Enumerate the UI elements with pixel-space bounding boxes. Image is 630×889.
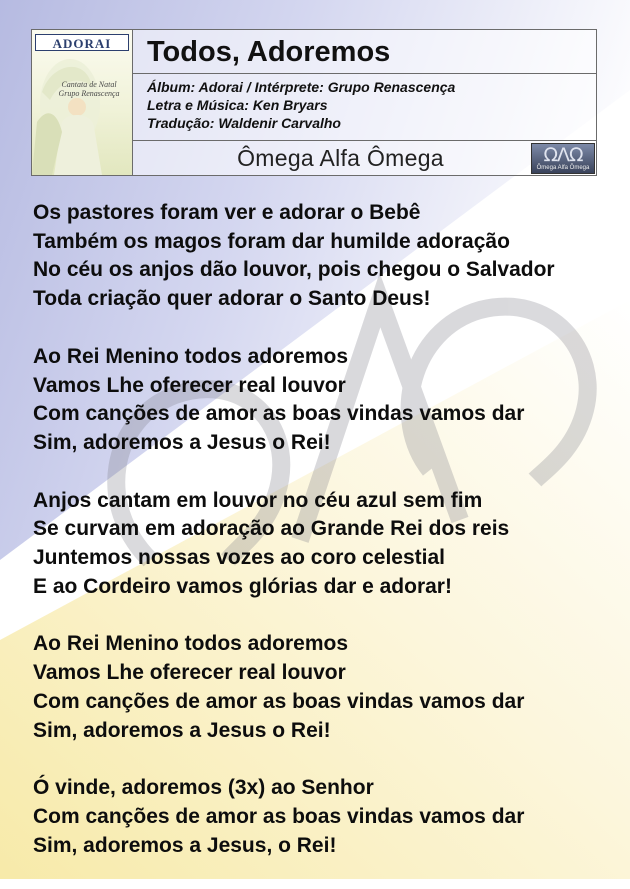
logo-symbol: ΩΛΩ: [543, 144, 583, 166]
lyric-line: Com canções de amor as boas vindas vamos dar: [33, 689, 525, 713]
album-cover-subtitle: [52, 80, 126, 98]
chorus-1: [33, 343, 613, 458]
lyric-line: E ao Cordeiro vamos glórias dar e adorar!: [33, 574, 452, 598]
lyric-line: Juntemos nossas vozes ao coro celestial: [33, 546, 446, 570]
lyric-line: Também os magos foram dar humilde adoração: [33, 229, 510, 253]
song-header: [31, 29, 597, 176]
angel-illustration-icon: [32, 52, 132, 175]
chorus-2: [33, 630, 613, 745]
omega-alfa-omega-logo-icon: [531, 143, 595, 174]
lyric-line: Sim, adoremos a Jesus, o Rei!: [33, 833, 337, 857]
brand-name: Ômega Alfa Ômega: [237, 145, 444, 171]
lyrics: [33, 199, 613, 889]
finale: [33, 774, 613, 860]
lyric-line: Anjos cantam em louvor no céu azul sem fim: [33, 488, 483, 512]
lyric-line: Ao Rei Menino todos adoremos: [33, 344, 349, 368]
album-cover-subtitle-line: Grupo Renascença: [58, 89, 120, 98]
album-cover-title: ADORAI: [35, 34, 129, 51]
verse-2: [33, 487, 613, 602]
verse-1: [33, 199, 613, 314]
song-title: Todos, Adoremos: [147, 36, 391, 68]
lyric-line: No céu os anjos dão louvor, pois chegou o Salvador: [33, 258, 555, 282]
brand-row: [132, 141, 596, 175]
album-cover-subtitle-line: Cantata de Natal: [61, 80, 117, 89]
album-credit: Álbum: Adorai / Intérprete: Grupo Renascença: [147, 79, 456, 95]
lyric-line: Toda criação quer adorar o Santo Deus!: [33, 287, 431, 311]
lyric-line: Vamos Lhe oferecer real louvor: [33, 373, 346, 397]
writer-credit: Letra e Música: Ken Bryars: [147, 97, 328, 113]
translation-credit: Tradução: Waldenir Carvalho: [147, 115, 341, 131]
lyric-line: Sim, adoremos a Jesus o Rei!: [33, 430, 331, 454]
lyric-line: Ó vinde, adoremos (3x) ao Senhor: [33, 776, 374, 800]
lyric-line: Vamos Lhe oferecer real louvor: [33, 661, 346, 685]
title-row: [132, 30, 596, 74]
lyric-line: Ao Rei Menino todos adoremos: [33, 632, 349, 656]
lyric-line: Com canções de amor as boas vindas vamos dar: [33, 402, 525, 426]
logo-caption: Ômega Alfa Ômega: [536, 165, 590, 171]
song-credits: [132, 73, 596, 141]
lyric-line: Os pastores foram ver e adorar o Bebê: [33, 201, 421, 224]
lyric-line: Com canções de amor as boas vindas vamos dar: [33, 804, 525, 828]
lyric-line: Se curvam em adoração ao Grande Rei dos reis: [33, 517, 510, 541]
album-cover: [32, 30, 133, 175]
lyric-line: Sim, adoremos a Jesus o Rei!: [33, 718, 331, 742]
